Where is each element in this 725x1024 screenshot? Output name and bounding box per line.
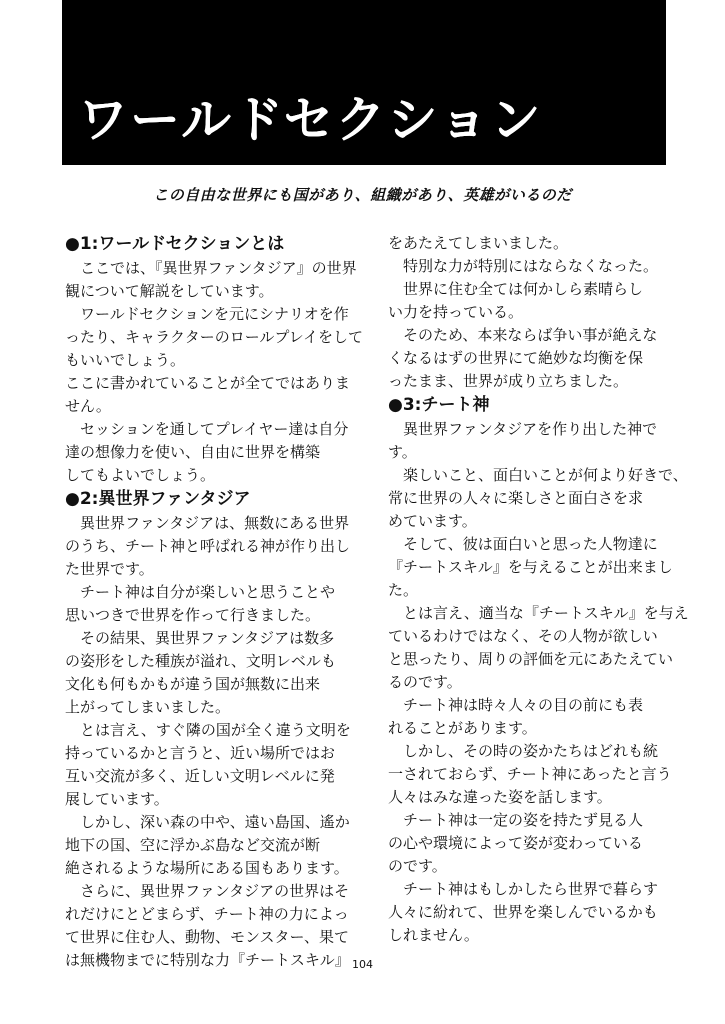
body-text-line: チート神はもしかしたら世界で暮らす: [388, 880, 659, 898]
body-text-line: チート神は時々人々の目の前にも表: [388, 696, 644, 714]
body-text-line: の姿形をした種族が溢れ、文明レベルも: [65, 652, 336, 670]
body-text-line: 展しています。: [65, 790, 169, 808]
body-text-line: チート神は自分が楽しいと思うことや: [65, 583, 336, 601]
body-text-line: 『チートスキル』を与えることが出来まし: [388, 558, 673, 576]
body-text-line: しかし、その時の姿かたちはどれも統: [388, 742, 659, 760]
body-text-line: 楽しいこと、面白いことが何より好きで、: [388, 466, 688, 484]
body-text-line: 人々に紛れて、世界を楽しんでいるかも: [388, 903, 658, 921]
body-text-line: もいいでしょう。: [65, 351, 186, 369]
page-title: ワールドセクション: [78, 91, 543, 149]
body-text-line: れることがあります。: [388, 719, 537, 737]
body-text-line: るのです。: [388, 673, 462, 691]
body-text-line: 一されておらず、チート神にあったと言う: [388, 765, 672, 783]
body-text-line: とは言え、適当な『チートスキル』を与え: [388, 604, 689, 622]
body-text-line: 異世界ファンタジアを作り出した神で: [388, 420, 658, 438]
body-text-line: た。: [388, 581, 419, 599]
body-text-line: 絶されるような場所にある国もあります。: [65, 859, 349, 877]
body-text-line: と思ったり、周りの評価を元にあたえてい: [388, 650, 674, 668]
body-text-line: そして、彼は面白いと思った人物達に: [388, 535, 658, 553]
body-text-line: しかし、深い森の中や、遠い島国、遙か: [65, 813, 350, 831]
body-text-line: ったり、キャラクターのロールプレイをして: [65, 328, 364, 346]
body-text-line: とは言え、すぐ隣の国が全く違う文明を: [65, 721, 351, 739]
body-text-line: その結果、異世界ファンタジアは数多: [65, 629, 335, 647]
body-text-line: た世界です。: [65, 560, 154, 578]
body-text-line: い力を持っている。: [388, 303, 524, 321]
body-text-line: さらに、異世界ファンタジアの世界はそ: [65, 882, 350, 900]
body-text-line: ワールドセクションを元にシナリオを作: [65, 305, 349, 323]
body-text-line: 異世界ファンタジアは、無数にある世界: [65, 514, 350, 532]
section-heading: ●1:ワールドセクションとは: [65, 234, 285, 254]
body-text-line: て世界に住む人、動物、モンスター、果て: [65, 928, 349, 946]
body-text-line: セッションを通してプレイヤー達は自分: [65, 420, 349, 438]
body-text-line: れだけにとどまらず、チート神の力によっ: [65, 905, 349, 923]
body-text-line: 常に世界の人々に楽しさと面白さを求: [388, 489, 644, 507]
body-text-line: のうち、チート神と呼ばれる神が作り出し: [65, 537, 351, 555]
body-text-line: のです。: [388, 857, 447, 875]
body-text-line: ているわけではなく、その人物が欲しい: [388, 627, 658, 645]
body-text-line: ここに書かれていることが全てではありま: [65, 374, 351, 392]
section-heading: ●2:異世界ファンタジア: [65, 489, 251, 509]
body-text-line: 文化も何もかもが違う国が無数に出来: [65, 675, 321, 693]
title-banner: [62, 0, 666, 165]
body-text-line: しれません。: [388, 926, 479, 944]
body-text-line: チート神は一定の姿を持たず見る人: [388, 811, 644, 829]
right-column: [388, 232, 688, 947]
body-text-line: せん。: [65, 397, 111, 415]
body-text-line: 思いつきで世界を作って行きました。: [65, 606, 321, 624]
page-number: 104: [352, 958, 373, 971]
body-text-line: 達の想像力を使い、自由に世界を構築: [65, 443, 321, 461]
body-text-line: 特別な力が特別にはならなくなった。: [388, 257, 659, 275]
body-text-line: をあたえてしまいました。: [388, 234, 569, 252]
body-text-line: 持っているかと言うと、近い場所ではお: [65, 744, 336, 762]
left-column: [65, 232, 365, 972]
body-text-line: す。: [388, 443, 417, 461]
body-text-line: 観について解説をしています。: [65, 282, 274, 300]
body-text-line: 互い交流が多く、近しい文明レベルに発: [65, 767, 335, 785]
body-text-line: ここでは、『異世界ファンタジア』の世界: [65, 259, 357, 277]
body-text-line: は無機物までに特別な力『チートスキル』: [65, 951, 350, 969]
body-text-line: 上がってしまいました。: [65, 698, 231, 716]
tagline: この自由な世界にも国があり、組織があり、英雄がいるのだ: [153, 186, 572, 204]
body-text-line: そのため、本来ならば争い事が絶えな: [388, 326, 658, 344]
body-text-line: ったまま、世界が成り立ちました。: [388, 372, 629, 390]
body-text-line: めています。: [388, 512, 477, 530]
body-text-line: 人々はみな違った姿を話します。: [388, 788, 612, 806]
body-text-line: くなるはずの世界にて絶妙な均衡を保: [388, 349, 644, 367]
body-text-line: 世界に住む全ては何かしら素晴らし: [388, 280, 644, 298]
body-text-line: の心や環境によって姿が変わっている: [388, 834, 643, 852]
body-text-line: してもよいでしょう。: [65, 466, 216, 484]
section-heading: ●3:チート神: [388, 395, 490, 415]
body-text-line: 地下の国、空に浮かぶ島など交流が断: [65, 836, 321, 854]
